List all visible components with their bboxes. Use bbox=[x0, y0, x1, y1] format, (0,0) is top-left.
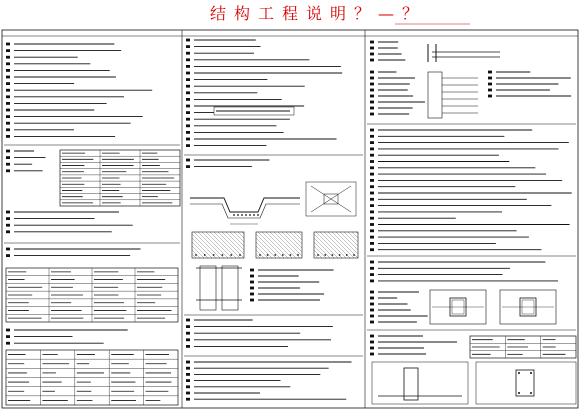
clause-number bbox=[250, 275, 254, 278]
hatch-line bbox=[210, 232, 236, 258]
clause-number bbox=[250, 299, 254, 302]
clause-number bbox=[6, 56, 10, 59]
notes-reinforcement bbox=[186, 159, 269, 168]
clause-number bbox=[186, 159, 190, 162]
hatch-line bbox=[256, 242, 272, 258]
hatch-line bbox=[352, 232, 358, 238]
clause-number bbox=[6, 329, 10, 332]
hatch-line bbox=[238, 232, 244, 238]
hatch-line bbox=[290, 232, 302, 244]
notes-wall-tie-right bbox=[488, 71, 571, 98]
clause-number bbox=[370, 95, 374, 98]
clause-number bbox=[370, 154, 374, 157]
detail-ring-beam bbox=[476, 362, 576, 404]
hatch-line bbox=[278, 232, 302, 256]
clause-number bbox=[370, 107, 374, 110]
clause-number bbox=[186, 118, 190, 121]
hatch-line bbox=[298, 232, 302, 236]
hatch-line bbox=[214, 232, 240, 258]
rebar-dot bbox=[324, 254, 326, 256]
rebar-dot bbox=[233, 214, 235, 216]
clause-number bbox=[370, 335, 374, 338]
hatch-line bbox=[314, 246, 326, 258]
hatch-line bbox=[286, 232, 302, 248]
hatch-line bbox=[270, 232, 296, 258]
hatch-line bbox=[294, 232, 302, 240]
clause-number bbox=[186, 98, 190, 101]
notes-masonry bbox=[186, 319, 333, 348]
hatch-line bbox=[314, 242, 330, 258]
rebar-dot bbox=[253, 214, 255, 216]
detail-opening-reinforcement bbox=[306, 182, 356, 216]
hatch-line bbox=[256, 246, 268, 258]
clause-number bbox=[370, 179, 374, 182]
lintel-table bbox=[470, 336, 576, 358]
beam-section-c bbox=[314, 232, 358, 258]
clause-number bbox=[186, 325, 190, 328]
clause-number bbox=[370, 192, 374, 195]
detail-column-joint bbox=[196, 266, 242, 310]
rebar-dot bbox=[213, 254, 215, 256]
clause-number bbox=[6, 335, 10, 338]
clause-number bbox=[370, 321, 374, 324]
detail-anchor-bar bbox=[428, 44, 500, 62]
clause-number bbox=[186, 345, 190, 348]
hatch-line bbox=[230, 232, 244, 246]
clause-number bbox=[6, 43, 10, 46]
hatch-line bbox=[202, 232, 228, 258]
notes-wall-tie bbox=[370, 71, 425, 116]
clause-number bbox=[370, 261, 374, 264]
detail-column-section-b bbox=[500, 290, 556, 324]
clause-number bbox=[370, 204, 374, 207]
notes-lintel bbox=[370, 335, 457, 356]
detail-border bbox=[372, 362, 468, 404]
clause-number bbox=[370, 236, 374, 239]
clause-number bbox=[370, 223, 374, 226]
notes-general bbox=[6, 43, 152, 138]
hatch-line bbox=[256, 238, 276, 258]
hatch-line bbox=[192, 238, 212, 258]
clause-number bbox=[370, 297, 374, 300]
hatch-line bbox=[316, 232, 342, 258]
clause-number bbox=[186, 319, 190, 322]
rebar-profile bbox=[190, 204, 300, 218]
clause-number bbox=[186, 72, 190, 75]
hatch-line bbox=[198, 232, 224, 258]
hatch-line bbox=[234, 232, 244, 242]
clause-number bbox=[370, 135, 374, 138]
clause-number bbox=[370, 141, 374, 144]
clause-number bbox=[186, 52, 190, 55]
beam-section-b bbox=[256, 232, 302, 258]
clause-number bbox=[488, 89, 492, 92]
clause-number bbox=[186, 165, 190, 168]
hatch-line bbox=[206, 232, 232, 258]
clause-number bbox=[6, 115, 10, 118]
clause-number bbox=[6, 254, 10, 257]
hatch-line bbox=[344, 232, 358, 246]
clause-number bbox=[6, 135, 10, 138]
clause-number bbox=[370, 303, 374, 306]
clause-number bbox=[186, 332, 190, 335]
hatch-line bbox=[340, 232, 358, 250]
clause-number bbox=[370, 101, 374, 104]
hatch-line bbox=[258, 232, 284, 258]
rebar-dot bbox=[317, 254, 319, 256]
clause-number bbox=[186, 144, 190, 147]
hatch-line bbox=[332, 232, 358, 258]
clause-number bbox=[6, 122, 10, 125]
clause-number bbox=[186, 131, 190, 134]
clause-number bbox=[186, 373, 190, 376]
notes-construction bbox=[186, 361, 352, 401]
sheet-title: 结构工程说明？—？ bbox=[210, 4, 427, 23]
clause-number bbox=[370, 160, 374, 163]
clause-number bbox=[6, 69, 10, 72]
clause-number bbox=[370, 166, 374, 169]
clause-number bbox=[6, 109, 10, 112]
materials-table bbox=[6, 350, 178, 405]
rebar-dot bbox=[518, 372, 520, 374]
hatch-line bbox=[314, 250, 322, 258]
rebar-dot bbox=[241, 214, 243, 216]
rebar-dot bbox=[195, 254, 197, 256]
clause-number bbox=[6, 128, 10, 131]
clause-number bbox=[186, 78, 190, 81]
rebar-dot bbox=[518, 392, 520, 394]
clause-number bbox=[6, 95, 10, 98]
clause-number bbox=[186, 367, 190, 370]
clause-number bbox=[370, 47, 374, 50]
rebar-dot bbox=[282, 254, 284, 256]
clause-number bbox=[186, 385, 190, 388]
notes-loads bbox=[6, 248, 140, 257]
clause-number bbox=[370, 185, 374, 188]
clause-number bbox=[370, 309, 374, 312]
hatch-line bbox=[328, 232, 354, 258]
clause-number bbox=[370, 89, 374, 92]
column-outline bbox=[200, 266, 216, 310]
rebar-dot bbox=[353, 254, 355, 256]
clause-number bbox=[186, 338, 190, 341]
clause-number bbox=[186, 85, 190, 88]
rebar-dot bbox=[339, 254, 341, 256]
clause-number bbox=[186, 392, 190, 395]
notes-materials bbox=[6, 211, 133, 234]
hatch-line bbox=[324, 232, 350, 258]
detail-border bbox=[476, 362, 576, 404]
clause-number bbox=[370, 291, 374, 294]
clause-number bbox=[186, 45, 190, 48]
clause-number bbox=[6, 163, 10, 166]
hatch-line bbox=[242, 232, 244, 234]
clause-number bbox=[186, 379, 190, 382]
hatch-line bbox=[192, 246, 204, 258]
hatch-line bbox=[314, 238, 334, 258]
clause-number bbox=[370, 113, 374, 116]
clause-number bbox=[250, 281, 254, 284]
rebar-dot bbox=[257, 214, 259, 216]
clause-number bbox=[370, 211, 374, 214]
rebar-dot bbox=[204, 254, 206, 256]
loads-table bbox=[6, 268, 178, 322]
detail-notes bbox=[250, 269, 334, 302]
clause-number bbox=[370, 148, 374, 151]
clause-number bbox=[370, 248, 374, 251]
clause-number bbox=[370, 273, 374, 276]
design-codes-table bbox=[60, 150, 180, 206]
clause-number bbox=[370, 173, 374, 176]
hatch-line bbox=[194, 232, 220, 258]
rebar-dot bbox=[237, 214, 239, 216]
rebar-dot bbox=[530, 372, 532, 374]
detail-wall-tie bbox=[428, 72, 478, 118]
wall-section bbox=[404, 368, 418, 400]
clause-number bbox=[6, 89, 10, 92]
clause-number bbox=[370, 71, 374, 74]
clause-number bbox=[6, 49, 10, 52]
hatch-line bbox=[218, 232, 244, 258]
clause-number bbox=[488, 77, 492, 80]
hatch-line bbox=[320, 232, 346, 258]
slab-profile bbox=[190, 198, 300, 212]
clause-number bbox=[488, 83, 492, 86]
hatch-line bbox=[226, 232, 244, 250]
detail-slab-section bbox=[190, 198, 300, 224]
clause-number bbox=[370, 280, 374, 283]
clause-number bbox=[186, 65, 190, 68]
clause-number bbox=[186, 39, 190, 42]
clause-number bbox=[6, 62, 10, 65]
clause-number bbox=[370, 59, 374, 62]
rebar-dot bbox=[290, 254, 292, 256]
clause-number bbox=[370, 198, 374, 201]
clause-number bbox=[6, 102, 10, 105]
clause-number bbox=[186, 138, 190, 141]
notes-foundation bbox=[186, 39, 342, 147]
clause-number bbox=[6, 342, 10, 345]
clause-number bbox=[370, 229, 374, 232]
detail-column-section-a bbox=[430, 290, 486, 324]
rebar-dot bbox=[297, 254, 299, 256]
clause-number bbox=[370, 347, 374, 350]
hatch-line bbox=[282, 232, 302, 252]
clause-number bbox=[488, 95, 492, 98]
hatch-line bbox=[256, 250, 264, 258]
clause-number bbox=[6, 82, 10, 85]
column-outline bbox=[428, 72, 442, 118]
clause-number bbox=[186, 111, 190, 114]
hatch-line bbox=[222, 232, 244, 254]
clause-number bbox=[370, 53, 374, 56]
hatch-line bbox=[336, 232, 358, 254]
notes-codes-left bbox=[6, 150, 45, 173]
clause-number bbox=[370, 242, 374, 245]
clause-number bbox=[6, 217, 10, 220]
clause-number bbox=[6, 211, 10, 214]
rebar-dot bbox=[346, 254, 348, 256]
rebar-dot bbox=[230, 254, 232, 256]
clause-number bbox=[186, 398, 190, 401]
clause-number bbox=[186, 361, 190, 364]
hatch-line bbox=[192, 242, 208, 258]
hatch-line bbox=[348, 232, 358, 242]
clause-number bbox=[370, 217, 374, 220]
hatch-line bbox=[266, 232, 292, 258]
notes-anchor bbox=[370, 41, 405, 62]
clause-number bbox=[186, 58, 190, 61]
clause-number bbox=[370, 83, 374, 86]
notes-general-right bbox=[370, 129, 572, 252]
detail-parapet bbox=[372, 362, 468, 404]
clause-number bbox=[250, 269, 254, 272]
hatch-line bbox=[274, 232, 300, 258]
clause-number bbox=[6, 76, 10, 79]
clause-number bbox=[250, 293, 254, 296]
clause-number bbox=[370, 315, 374, 318]
rebar-dot bbox=[332, 254, 334, 256]
clause-number bbox=[186, 105, 190, 108]
clause-number bbox=[186, 124, 190, 127]
clause-number bbox=[186, 91, 190, 94]
rebar-dot bbox=[274, 254, 276, 256]
rebar-dot bbox=[222, 254, 224, 256]
clause-number bbox=[370, 267, 374, 270]
notes-column-ties bbox=[370, 261, 558, 283]
clause-number bbox=[6, 150, 10, 153]
clause-number bbox=[6, 156, 10, 159]
clause-number bbox=[370, 353, 374, 356]
beam-section-a bbox=[192, 232, 244, 258]
rebar-dot bbox=[249, 214, 251, 216]
notes-concrete bbox=[6, 329, 128, 345]
clause-number bbox=[488, 71, 492, 74]
clause-number bbox=[6, 230, 10, 233]
rebar-dot bbox=[239, 254, 241, 256]
clause-number bbox=[250, 287, 254, 290]
hatch-line bbox=[192, 250, 200, 258]
notes-column-detail bbox=[370, 291, 428, 324]
hatch-line bbox=[262, 232, 288, 258]
clause-number bbox=[6, 224, 10, 227]
rebar-dot bbox=[267, 254, 269, 256]
rebar-dot bbox=[245, 214, 247, 216]
column-outline bbox=[222, 266, 238, 310]
clause-number bbox=[370, 77, 374, 80]
clause-number bbox=[370, 41, 374, 44]
rebar-dot bbox=[259, 254, 261, 256]
clause-number bbox=[6, 248, 10, 251]
clause-number bbox=[370, 341, 374, 344]
clause-number bbox=[370, 129, 374, 132]
rebar-dot bbox=[530, 392, 532, 394]
clause-number bbox=[6, 169, 10, 172]
